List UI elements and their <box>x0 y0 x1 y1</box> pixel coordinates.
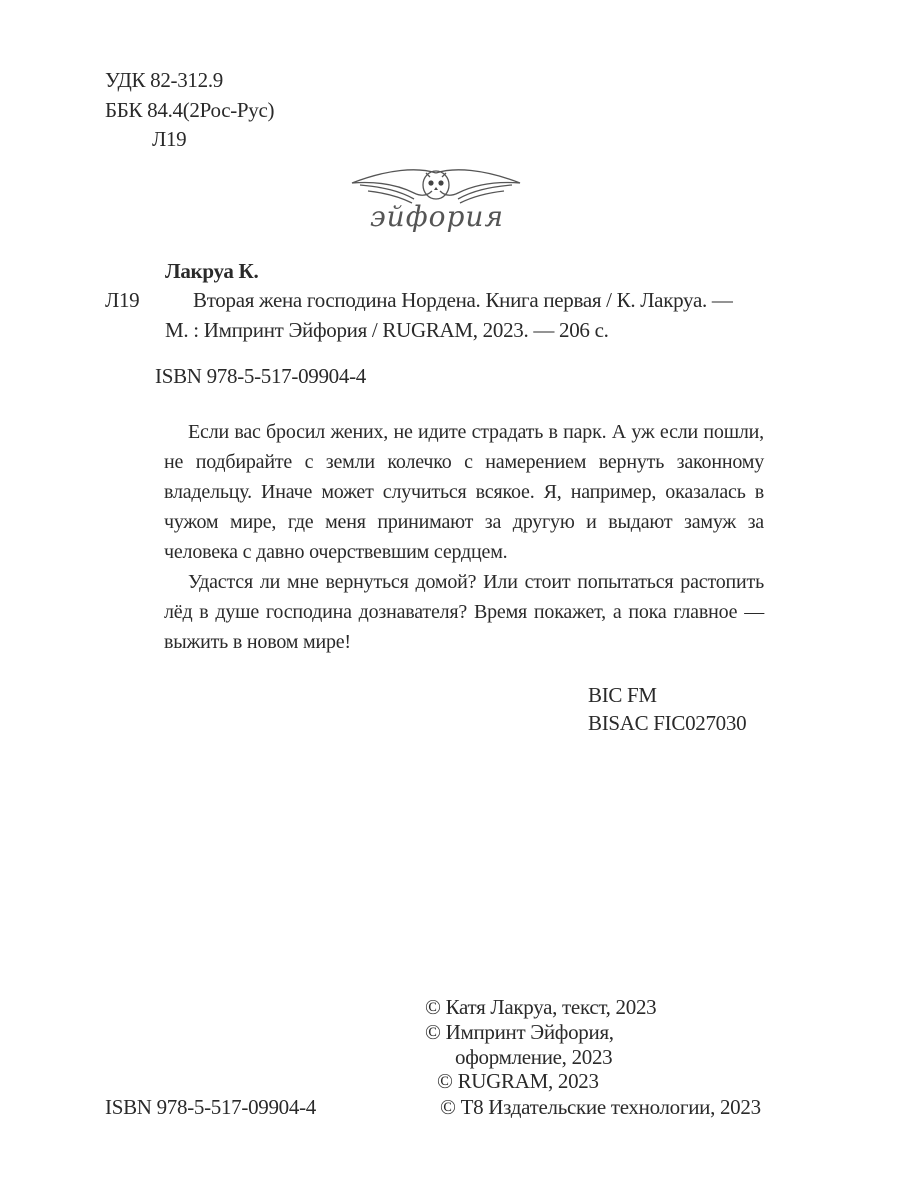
author-sign-code: Л19 <box>152 127 187 151</box>
copyright-line: © Импринт Эйфория, <box>425 1020 614 1044</box>
copyright-line: оформление, 2023 <box>455 1045 613 1069</box>
copyright-line: © Т8 Издательские технологии, 2023 <box>440 1095 761 1119</box>
bibliography-code: Л19 <box>105 288 140 312</box>
bisac-code: BISAC FIC027030 <box>588 711 747 735</box>
bibliography-title-line: Вторая жена господина Нордена. Книга первая / К. Лакруа. — <box>193 288 733 312</box>
annotation-paragraph: Если вас бросил жених, не идите страдать в парк. А уж если пошли, не подбирайте с земли колечко с намерением вернуть законному владельцу. Иначе может случиться всякое. Я, например, оказалась в чужом мире, где меня принимают за другую и выдают замуж за человека с давно очерствевшим сердцем. <box>164 421 764 563</box>
bbk-code: ББК 84.4(2Рос-Рус) <box>105 98 275 122</box>
isbn-footer: ISBN 978-5-517-09904-4 <box>105 1095 316 1119</box>
logo-text: эйфория <box>370 200 504 233</box>
copyright-line: © Катя Лакруа, текст, 2023 <box>425 995 657 1019</box>
bic-code: BIC FM <box>588 683 657 707</box>
isbn-main: ISBN 978-5-517-09904-4 <box>155 364 366 388</box>
annotation-paragraph: Удастся ли мне вернуться домой? Или стоит попытаться растопить лёд в душе господина дознавателя? Время покажет, а пока главное — выжить в новом мире! <box>164 571 764 653</box>
author-name: Лакруа К. <box>165 259 259 283</box>
udk-code: УДК 82-312.9 <box>105 68 223 92</box>
bibliography-imprint-line: М. : Импринт Эйфория / RUGRAM, 2023. — 206 с. <box>165 318 609 342</box>
annotation <box>164 417 764 657</box>
copyright-line: © RUGRAM, 2023 <box>437 1069 599 1093</box>
